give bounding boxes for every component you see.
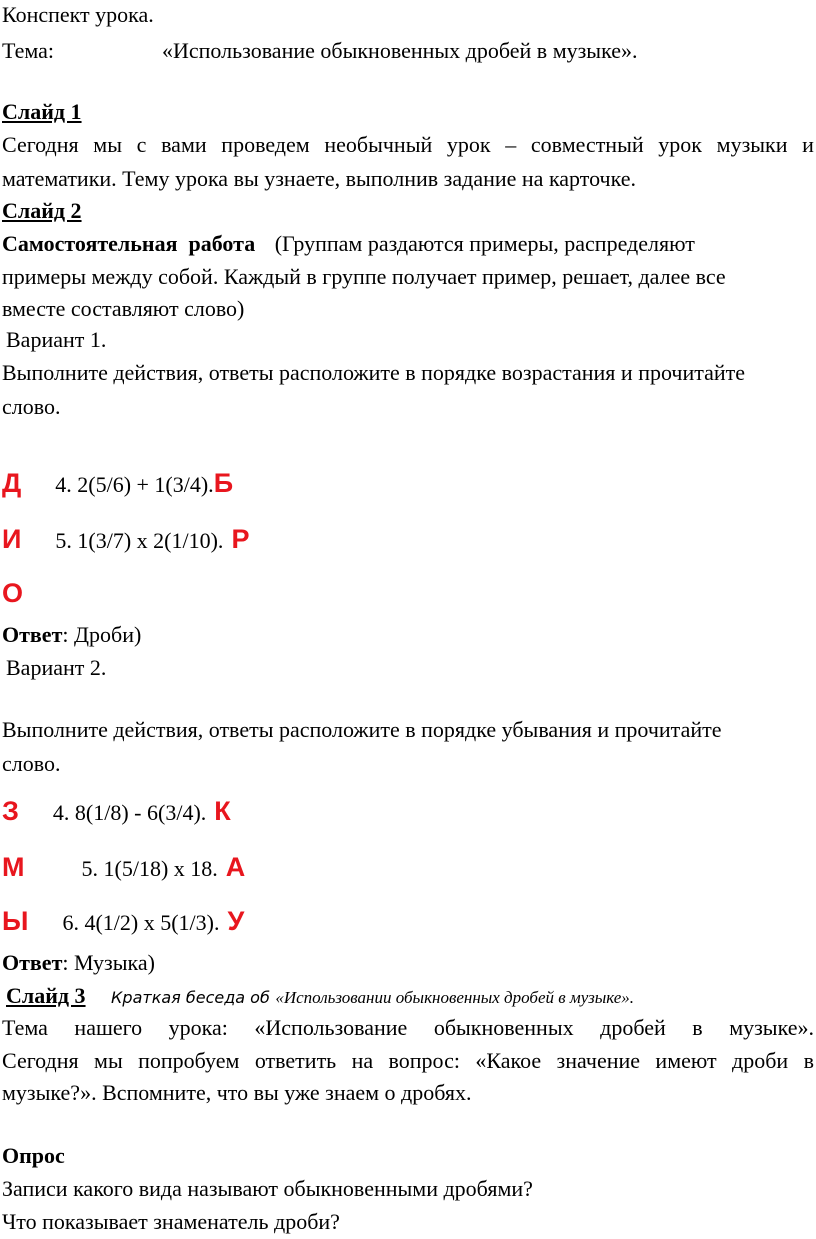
slide3-header-line <box>6 983 634 1011</box>
variant2-row-1-expr: 4. 8(1/8) - 6(3/4). <box>52 800 207 825</box>
word: музыке». <box>729 1015 814 1040</box>
survey-question-1: Записи какого вида называют обыкновенными дробями? <box>2 1176 533 1201</box>
variant2-label: Вариант 2. <box>6 655 107 680</box>
word: и <box>802 132 814 157</box>
slide2-heading: Слайд 2 <box>2 198 82 223</box>
word: попробуем <box>138 1048 240 1073</box>
variant1-row-1-expr: 4. 2(5/6) + 1(3/4). <box>55 472 214 497</box>
slide3-line2 <box>2 1048 814 1074</box>
word: имеют <box>655 1048 717 1073</box>
word: нашего <box>74 1015 143 1040</box>
word: «Использование <box>254 1015 408 1040</box>
variant1-answer <box>2 622 141 648</box>
variant1-label: Вариант 1. <box>6 327 107 352</box>
variant2-row-1-right-letter: К <box>214 796 231 826</box>
word: совместный <box>530 132 644 157</box>
variant1-row-3 <box>2 580 23 608</box>
variant1-row-1 <box>2 470 233 498</box>
variant1-row-1-right-letter: Б <box>213 468 234 498</box>
word: значение <box>556 1048 641 1073</box>
survey-heading: Опрос <box>2 1143 65 1168</box>
topic-value: «Использование обыкновенных дробей в музыке». <box>162 38 638 63</box>
variant2-row-2 <box>2 854 245 882</box>
variant2-row-2-expr: 5. 1(5/18) х 18. <box>81 856 218 881</box>
word: ответить <box>254 1048 337 1073</box>
variant2-task-line1: Выполните действия, ответы расположите в порядке убывания и прочитайте <box>2 717 722 742</box>
variant1-answer-text: : Дроби) <box>62 622 142 647</box>
word: вопрос: <box>388 1048 460 1073</box>
variant2-row-2-right-letter: А <box>225 852 246 882</box>
word: дроби <box>732 1048 789 1073</box>
slide3-heading: Слайд 3 <box>6 983 86 1008</box>
word: мы <box>94 1048 123 1073</box>
word: – <box>505 132 517 157</box>
document-title: Конспект урока. <box>2 2 154 27</box>
word: дробей <box>600 1015 666 1040</box>
word: урок <box>446 132 491 157</box>
word: музыки <box>716 132 788 157</box>
word: проведем <box>221 132 310 157</box>
variant1-row-2-left-letter: И <box>2 524 22 554</box>
word: с <box>136 132 147 157</box>
variant2-row-3-left-letter: Ы <box>2 906 29 936</box>
self-work-bold: Самостоятельная работа <box>2 231 256 256</box>
word: «Какое <box>475 1048 542 1073</box>
word: необычный <box>324 132 433 157</box>
variant2-task-line2: слово. <box>2 751 61 776</box>
slide3-note-sans: Краткая беседа об <box>111 988 270 1007</box>
self-work-line2: примеры между собой. Каждый в группе получает пример, решает, далее все <box>2 264 726 289</box>
variant2-answer <box>2 950 155 976</box>
word: урок <box>658 132 702 157</box>
word: урока: <box>168 1015 228 1040</box>
word: Сегодня <box>2 132 79 157</box>
slide3-line1 <box>2 1015 814 1041</box>
topic-label: Тема: <box>2 38 55 63</box>
variant1-task-line2: слово. <box>2 394 61 419</box>
word: вами <box>161 132 207 157</box>
variant2-row-1-left-letter: З <box>2 796 19 826</box>
variant2-answer-text: : Музыка) <box>62 950 155 975</box>
variant1-row-2-right-letter: Р <box>231 524 250 554</box>
variant1-row-3-left-letter: О <box>2 578 24 608</box>
slide1-line2: математики. Тему урока вы узнаете, выполнив задание на карточке. <box>2 166 636 191</box>
slide1-heading: Слайд 1 <box>2 99 82 124</box>
self-work-text: (Группам раздаются примеры, распределяют <box>274 231 695 256</box>
word: мы <box>93 132 122 157</box>
word: в <box>692 1015 703 1040</box>
word: в <box>803 1048 814 1073</box>
variant2-row-2-left-letter: М <box>2 852 25 882</box>
slide3-line3: музыке?». Вспомните, что вы уже знаем о дробях. <box>2 1080 472 1105</box>
variant1-answer-label: Ответ <box>2 622 63 647</box>
variant1-row-1-left-letter: Д <box>2 468 22 498</box>
variant2-answer-label: Ответ <box>2 950 63 975</box>
word: на <box>351 1048 374 1073</box>
variant1-row-2-expr: 5. 1(3/7) х 2(1/10). <box>55 528 224 553</box>
word: Тема <box>2 1015 48 1040</box>
variant1-task-line1: Выполните действия, ответы расположите в порядке возрастания и прочитайте <box>2 360 746 385</box>
variant2-row-3-right-letter: У <box>227 906 245 936</box>
self-work-line1 <box>2 231 695 257</box>
word: обыкновенных <box>433 1015 574 1040</box>
survey-question-2: Что показывает знаменатель дроби? <box>2 1209 340 1234</box>
slide3-note-serif: «Использовании обыкновенных дробей в музыке». <box>275 988 635 1007</box>
variant2-row-3-expr: 6. 4(1/2) х 5(1/3). <box>62 910 220 935</box>
self-work-line3: вместе составляют слово) <box>2 296 245 321</box>
variant2-row-3 <box>2 908 244 936</box>
variant2-row-1 <box>2 798 231 826</box>
word: Сегодня <box>2 1048 79 1073</box>
variant1-row-2 <box>2 526 249 554</box>
slide1-line1 <box>2 132 814 158</box>
